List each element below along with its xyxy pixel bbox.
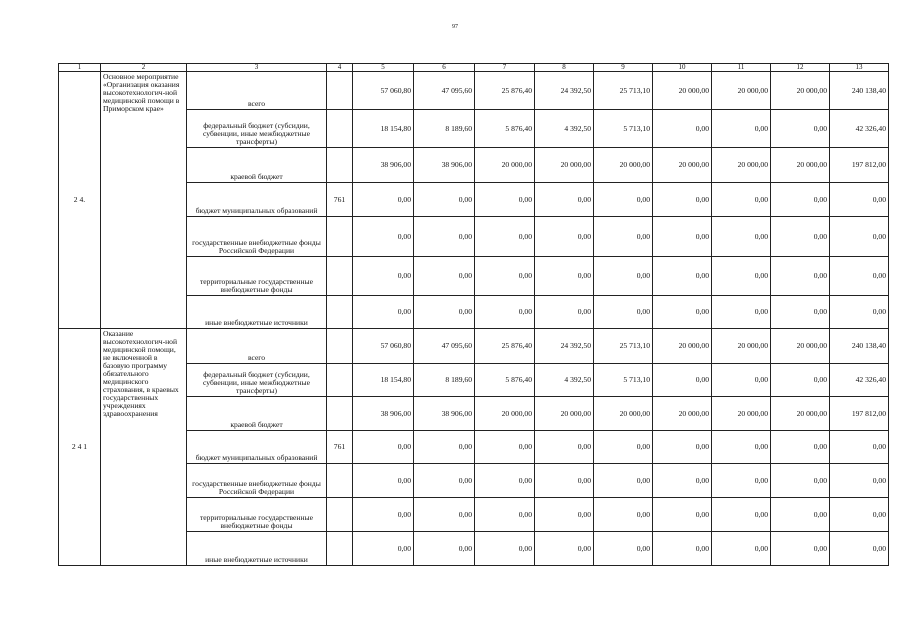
amount-cell: 0,00 [712, 296, 771, 329]
amount-cell: 0,00 [475, 183, 535, 217]
amount-cell: 18 154,80 [353, 110, 414, 148]
funding-source: территориальные государственные внебюджетные фонды [187, 498, 327, 532]
amount-cell: 0,00 [535, 217, 594, 257]
header-cell: 5 [353, 64, 414, 72]
grbs-code [327, 72, 353, 110]
amount-cell: 197 812,00 [830, 148, 889, 183]
header-row [59, 64, 889, 72]
amount-cell: 38 906,00 [414, 148, 475, 183]
amount-cell: 0,00 [535, 183, 594, 217]
amount-cell: 0,00 [653, 110, 712, 148]
amount-cell: 0,00 [594, 257, 653, 296]
amount-cell: 0,00 [653, 532, 712, 566]
header-cell: 11 [712, 64, 771, 72]
amount-cell: 0,00 [653, 296, 712, 329]
amount-cell: 197 812,00 [830, 397, 889, 431]
amount-cell: 0,00 [830, 183, 889, 217]
amount-cell: 0,00 [353, 257, 414, 296]
amount-cell: 0,00 [353, 296, 414, 329]
amount-cell: 57 060,80 [353, 329, 414, 364]
amount-cell: 25 876,40 [475, 329, 535, 364]
amount-cell: 0,00 [475, 431, 535, 464]
amount-cell: 0,00 [830, 431, 889, 464]
amount-cell: 0,00 [771, 296, 830, 329]
amount-cell: 8 189,60 [414, 364, 475, 397]
amount-cell: 0,00 [475, 464, 535, 498]
grbs-code [327, 464, 353, 498]
amount-cell: 0,00 [653, 183, 712, 217]
funding-source: краевой бюджет [187, 397, 327, 431]
amount-cell: 20 000,00 [594, 397, 653, 431]
funding-source: иные внебюджетные источники [187, 532, 327, 566]
amount-cell: 4 392,50 [535, 364, 594, 397]
grbs-code: 761 [327, 183, 353, 217]
amount-cell: 0,00 [353, 532, 414, 566]
amount-cell: 0,00 [475, 257, 535, 296]
section-code: 2 4 1 [59, 329, 101, 566]
grbs-code [327, 329, 353, 364]
amount-cell: 0,00 [712, 217, 771, 257]
grbs-code [327, 110, 353, 148]
amount-cell: 0,00 [712, 257, 771, 296]
amount-cell: 0,00 [771, 431, 830, 464]
amount-cell: 38 906,00 [353, 148, 414, 183]
header-cell: 6 [414, 64, 475, 72]
amount-cell: 20 000,00 [712, 148, 771, 183]
amount-cell: 0,00 [535, 257, 594, 296]
amount-cell: 20 000,00 [475, 148, 535, 183]
amount-cell: 0,00 [594, 498, 653, 532]
header-cell: 7 [475, 64, 535, 72]
amount-cell: 20 000,00 [771, 72, 830, 110]
funding-source: федеральный бюджет (субсидии, субвенции, иные межбюджетные трансферты) [187, 110, 327, 148]
amount-cell: 47 095,60 [414, 72, 475, 110]
amount-cell: 20 000,00 [771, 329, 830, 364]
amount-cell: 0,00 [594, 431, 653, 464]
header-cell: 3 [187, 64, 327, 72]
amount-cell: 0,00 [771, 364, 830, 397]
amount-cell: 20 000,00 [535, 148, 594, 183]
header-cell: 2 [101, 64, 187, 72]
funding-source: бюджет муниципальных образований [187, 183, 327, 217]
amount-cell: 0,00 [535, 431, 594, 464]
amount-cell: 0,00 [830, 498, 889, 532]
amount-cell: 0,00 [771, 110, 830, 148]
amount-cell: 20 000,00 [653, 397, 712, 431]
amount-cell: 0,00 [414, 431, 475, 464]
header-cell: 4 [327, 64, 353, 72]
funding-source: государственные внебюджетные фонды Российской Федерации [187, 217, 327, 257]
funding-source: федеральный бюджет (субсидии, субвенции, иные межбюджетные трансферты) [187, 364, 327, 397]
amount-cell: 5 713,10 [594, 110, 653, 148]
amount-cell: 0,00 [712, 532, 771, 566]
amount-cell: 0,00 [414, 464, 475, 498]
amount-cell: 0,00 [353, 431, 414, 464]
section-name: Оказание высокотехнологич-ной медицинской помощи, не включенной в базовую программу обязательного медицинского страхования, в краевых государственных учреждениях здравоохранения [101, 329, 187, 566]
grbs-code [327, 296, 353, 329]
amount-cell: 20 000,00 [771, 397, 830, 431]
amount-cell: 0,00 [535, 464, 594, 498]
amount-cell: 0,00 [830, 464, 889, 498]
amount-cell: 38 906,00 [414, 397, 475, 431]
amount-cell: 0,00 [594, 183, 653, 217]
amount-cell: 20 000,00 [712, 72, 771, 110]
header-cell: 10 [653, 64, 712, 72]
amount-cell: 0,00 [712, 183, 771, 217]
header-cell: 13 [830, 64, 889, 72]
amount-cell: 18 154,80 [353, 364, 414, 397]
amount-cell: 0,00 [771, 532, 830, 566]
amount-cell: 0,00 [414, 183, 475, 217]
amount-cell: 20 000,00 [475, 397, 535, 431]
amount-cell: 20 000,00 [653, 148, 712, 183]
grbs-code [327, 148, 353, 183]
amount-cell: 0,00 [475, 296, 535, 329]
amount-cell: 0,00 [712, 431, 771, 464]
amount-cell: 57 060,80 [353, 72, 414, 110]
amount-cell: 0,00 [414, 296, 475, 329]
amount-cell: 0,00 [594, 532, 653, 566]
amount-cell: 0,00 [353, 464, 414, 498]
amount-cell: 0,00 [653, 498, 712, 532]
amount-cell: 0,00 [353, 183, 414, 217]
amount-cell: 0,00 [712, 498, 771, 532]
amount-cell: 0,00 [414, 532, 475, 566]
funding-source: всего [187, 72, 327, 110]
grbs-code [327, 217, 353, 257]
grbs-code [327, 257, 353, 296]
amount-cell: 0,00 [414, 217, 475, 257]
amount-cell: 240 138,40 [830, 329, 889, 364]
table-body [59, 64, 889, 566]
grbs-code [327, 532, 353, 566]
header-cell: 9 [594, 64, 653, 72]
amount-cell: 0,00 [712, 110, 771, 148]
amount-cell: 0,00 [594, 464, 653, 498]
amount-cell: 0,00 [475, 498, 535, 532]
budget-table [58, 63, 889, 566]
funding-source: территориальные государственные внебюджетные фонды [187, 257, 327, 296]
amount-cell: 0,00 [830, 532, 889, 566]
amount-cell: 0,00 [414, 498, 475, 532]
table-row [59, 329, 889, 364]
amount-cell: 20 000,00 [653, 329, 712, 364]
grbs-code: 761 [327, 431, 353, 464]
amount-cell: 0,00 [771, 464, 830, 498]
amount-cell: 4 392,50 [535, 110, 594, 148]
funding-source: иные внебюджетные источники [187, 296, 327, 329]
amount-cell: 24 392,50 [535, 72, 594, 110]
amount-cell: 0,00 [594, 217, 653, 257]
amount-cell: 0,00 [353, 217, 414, 257]
grbs-code [327, 364, 353, 397]
amount-cell: 0,00 [712, 464, 771, 498]
amount-cell: 20 000,00 [712, 329, 771, 364]
funding-source: государственные внебюджетные фонды Российской Федерации [187, 464, 327, 498]
amount-cell: 0,00 [353, 498, 414, 532]
amount-cell: 0,00 [771, 183, 830, 217]
amount-cell: 0,00 [475, 217, 535, 257]
table-row [59, 72, 889, 110]
amount-cell: 20 000,00 [712, 397, 771, 431]
amount-cell: 5 876,40 [475, 110, 535, 148]
amount-cell: 20 000,00 [653, 72, 712, 110]
header-cell: 1 [59, 64, 101, 72]
amount-cell: 0,00 [830, 217, 889, 257]
amount-cell: 42 326,40 [830, 364, 889, 397]
amount-cell: 0,00 [535, 296, 594, 329]
amount-cell: 42 326,40 [830, 110, 889, 148]
grbs-code [327, 498, 353, 532]
amount-cell: 0,00 [653, 431, 712, 464]
header-cell: 8 [535, 64, 594, 72]
amount-cell: 0,00 [535, 532, 594, 566]
amount-cell: 0,00 [712, 364, 771, 397]
amount-cell: 0,00 [475, 532, 535, 566]
amount-cell: 0,00 [653, 257, 712, 296]
funding-source: всего [187, 329, 327, 364]
amount-cell: 0,00 [594, 296, 653, 329]
amount-cell: 0,00 [653, 364, 712, 397]
grbs-code [327, 397, 353, 431]
amount-cell: 5 713,10 [594, 364, 653, 397]
amount-cell: 20 000,00 [771, 148, 830, 183]
amount-cell: 0,00 [535, 498, 594, 532]
amount-cell: 0,00 [653, 464, 712, 498]
section-name: Основное мероприятие «Организация оказания высокотехнологич-ной медицинской помощи в Приморском крае» [101, 72, 187, 329]
amount-cell: 0,00 [771, 257, 830, 296]
amount-cell: 38 906,00 [353, 397, 414, 431]
funding-source: краевой бюджет [187, 148, 327, 183]
amount-cell: 47 095,60 [414, 329, 475, 364]
amount-cell: 0,00 [414, 257, 475, 296]
amount-cell: 20 000,00 [594, 148, 653, 183]
amount-cell: 25 713,10 [594, 72, 653, 110]
amount-cell: 8 189,60 [414, 110, 475, 148]
amount-cell: 25 713,10 [594, 329, 653, 364]
amount-cell: 25 876,40 [475, 72, 535, 110]
header-cell: 12 [771, 64, 830, 72]
amount-cell: 0,00 [771, 498, 830, 532]
amount-cell: 24 392,50 [535, 329, 594, 364]
funding-source: бюджет муниципальных образований [187, 431, 327, 464]
amount-cell: 0,00 [830, 296, 889, 329]
amount-cell: 0,00 [653, 217, 712, 257]
amount-cell: 5 876,40 [475, 364, 535, 397]
amount-cell: 0,00 [830, 257, 889, 296]
amount-cell: 240 138,40 [830, 72, 889, 110]
amount-cell: 0,00 [771, 217, 830, 257]
page-number: 97 [452, 24, 458, 30]
section-code: 2 4. [59, 72, 101, 329]
amount-cell: 20 000,00 [535, 397, 594, 431]
